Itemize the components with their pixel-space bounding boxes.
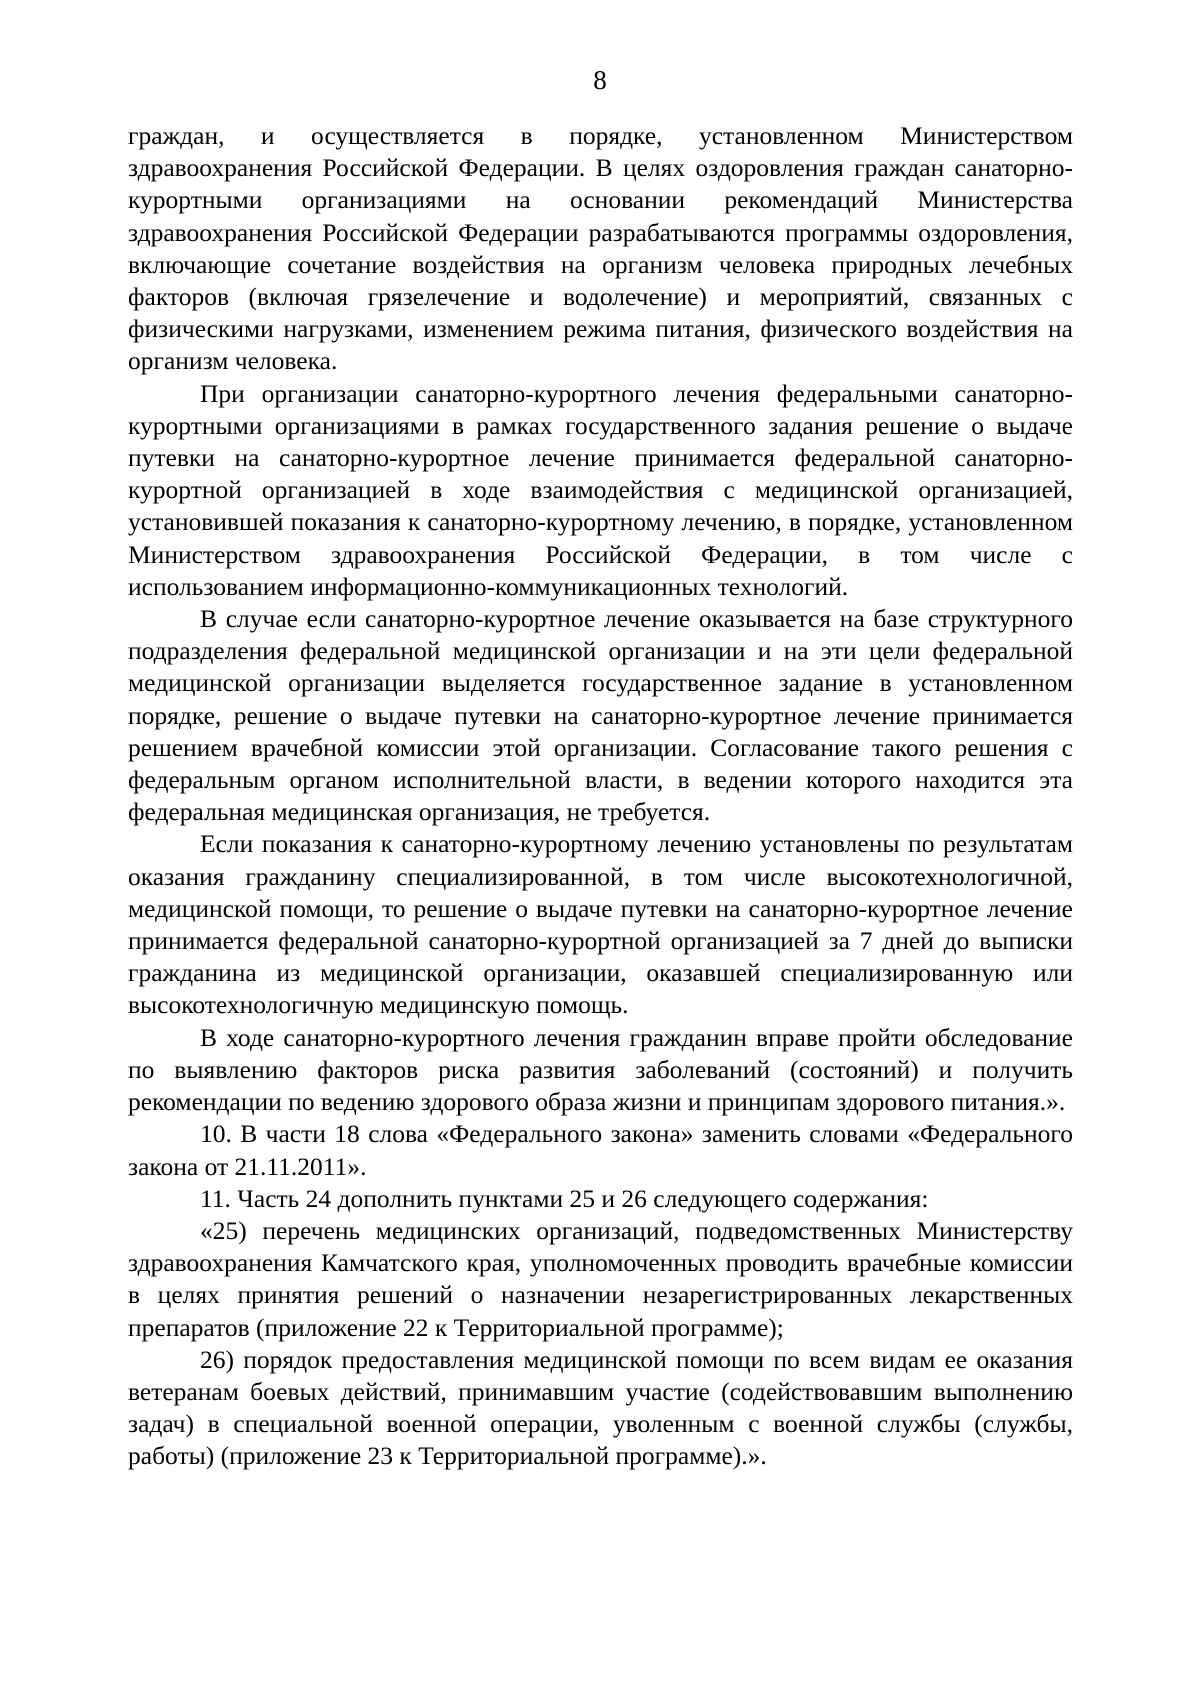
paragraph-risk-screening: В ходе санаторно-курортного лечения гражданин вправе пройти обследование по выявлению факторов риска развития заболеваний (состояний) и получить рекомендации по ведению здорового образа жизни и принципам здорового питания.». (128, 1022, 1073, 1117)
document-body (128, 120, 1073, 1473)
paragraph-continuation: граждан, и осуществляется в порядке, установленном Министерством здравоохранения Российской Федерации. В целях оздоровления граждан санаторно-курортными организациями на основании рекомендаций Министерства здравоохранения Российской Федерации разрабатываются программы оздоровления, включающие сочетание воздействия на организм человека природных лечебных факторов (включая грязелечение и водолечение) и мероприятий, связанных с физическими нагрузками, изменением режима питания, физического воздействия на организм человека. (128, 121, 1073, 376)
paragraph-item-10: 10. В части 18 слова «Федерального закона» заменить словами «Федерального закона от 21.11.2011». (128, 1119, 1073, 1181)
paragraph-item-11: 11. Часть 24 дополнить пунктами 25 и 26 следующего содержания: (200, 1183, 929, 1213)
page-number: 8 (593, 65, 607, 95)
paragraph-federal-sanatorium: При организации санаторно-курортного лечения федеральными санаторно-курортными организациями в рамках государственного задания решение о выдаче путевки на санаторно-курортное лечение принимается федеральной санаторно-курортной организацией в ходе взаимодействия с медицинской организацией, установившей показания к санаторно-курортному лечению, в порядке, установленном Министерством здравоохранения Российской Федерации, в том числе с использованием информационно-коммуникационных технологий. (128, 378, 1073, 601)
paragraph-subitem-26: 26) порядок предоставления медицинской помощи по всем видам ее оказания ветеранам боевых действий, принимавшим участие (содействовавшим выполнению задач) в специальной военной операции, уволенным с военной службы (службы, работы) (приложение 23 к Территориальной программе).». (128, 1344, 1073, 1471)
paragraph-subitem-25: «25) перечень медицинских организаций, подведомственных Министерству здравоохранения Камчатского края, уполномоченных проводить врачебные комиссии в целях принятия решений о назначении незарегистрированных лекарственных препаратов (приложение 22 к Территориальной программе); (128, 1215, 1073, 1342)
paragraph-structural-division: В случае если санаторно-курортное лечение оказывается на базе структурного подразделения федеральной медицинской организации и на эти цели федеральной медицинской организации выделяется государственное задание в установленном порядке, решение о выдаче путевки на санаторно-курортное лечение принимается решением врачебной комиссии этой организации. Согласование такого решения с федеральным органом исполнительной власти, в ведении которого находится эта федеральная медицинская организация, не требуется. (128, 604, 1073, 827)
paragraph-high-tech-care: Если показания к санаторно-курортному лечению установлены по результатам оказания гражданину специализированной, в том числе высокотехнологичной, медицинской помощи, то решение о выдаче путевки на санаторно-курортное лечение принимается федеральной санаторно-курортной организацией за 7 дней до выписки гражданина из медицинской организации, оказавшей специализированную или высокотехнологичную медицинскую помощь. (128, 829, 1073, 1020)
